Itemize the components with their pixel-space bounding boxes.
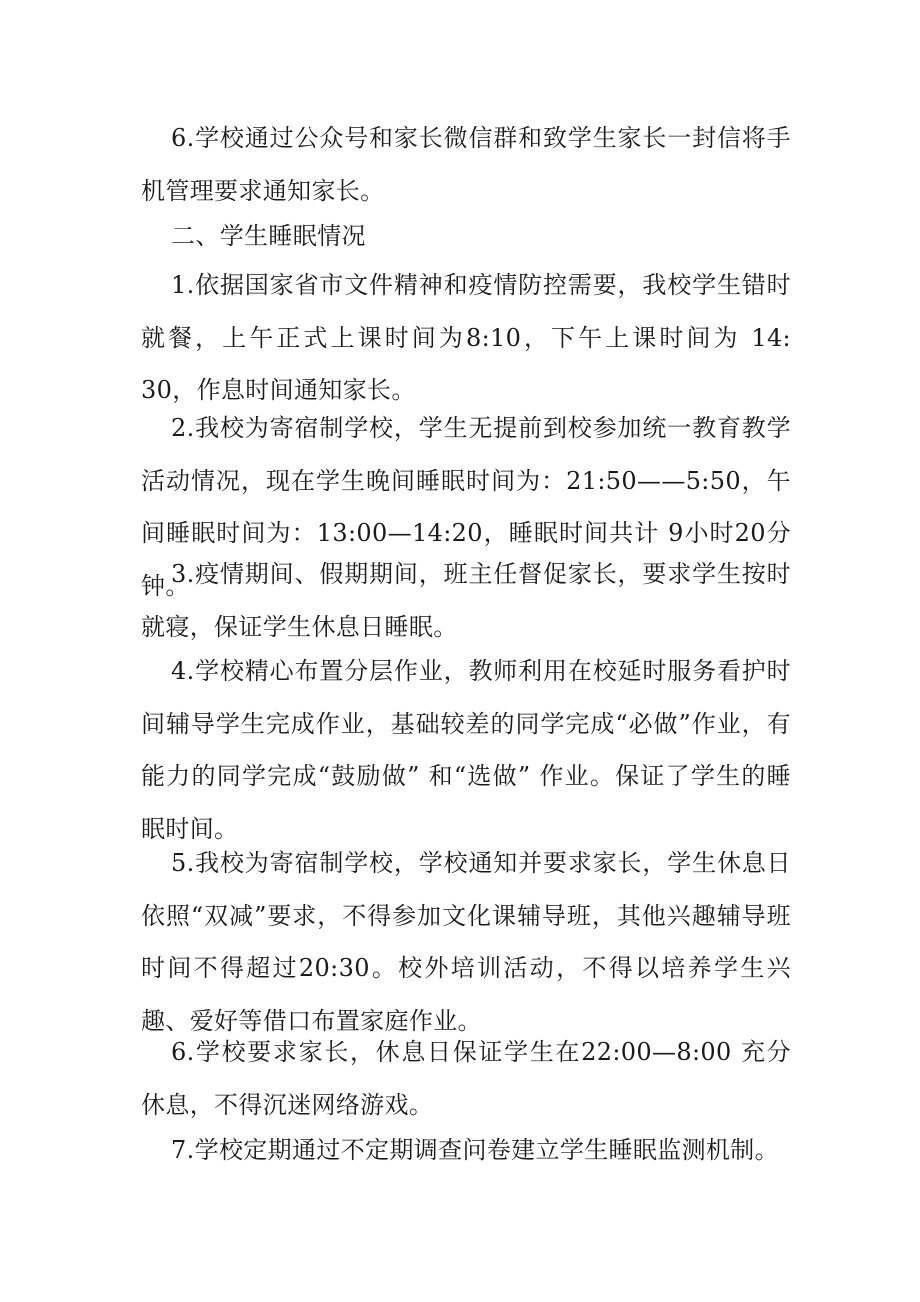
paragraph-item-4: 4.学校精心布置分层作业，教师利用在校延时服务看护时间辅导学生完成作业，基础较差的同学完成“必做”作业，有能力的同学完成“鼓励做” 和“选做” 作业。保证了学生的睡眠时间。 (141, 657, 791, 843)
paragraph-item-7: 7.学校定期通过不定期调查问卷建立学生睡眠监测机制。 (171, 1136, 779, 1164)
paragraph-phone-notice: 6.学校通过公众号和家长微信群和致学生家长一封信将手机管理要求通知家长。 (141, 124, 791, 205)
paragraph-item-2: 2.我校为寄宿制学校，学生无提前到校参加统一教育教学活动情况，现在学生晚间睡眠时间为：21:50——5:50，午间睡眠时间为：13:00—14:20，睡眠时间共计 9小时20分钟。 (141, 414, 791, 600)
paragraph-item-3: 3.疫情期间、假期期间，班主任督促家长，要求学生按时就寝，保证学生休息日睡眠。 (141, 560, 791, 641)
paragraph-item-5: 5.我校为寄宿制学校，学校通知并要求家长，学生休息日依照“双减”要求，不得参加文化课辅导班，其他兴趣辅导班时间不得超过20:30。校外培训活动，不得以培养学生兴趣、爱好等借口布置家庭作业。 (141, 849, 791, 1035)
paragraph-item-1: 1.依据国家省市文件精神和疫情防控需要，我校学生错时就餐，上午正式上课时间为8:10，下午上课时间为 14: 30，作息时间通知家长。 (141, 271, 791, 404)
section-heading-sleep: 二、学生睡眠情况 (171, 222, 366, 250)
paragraph-item-6: 6.学校要求家长，休息日保证学生在22:00—8:00 充分休息，不得沉迷网络游戏。 (141, 1038, 791, 1119)
